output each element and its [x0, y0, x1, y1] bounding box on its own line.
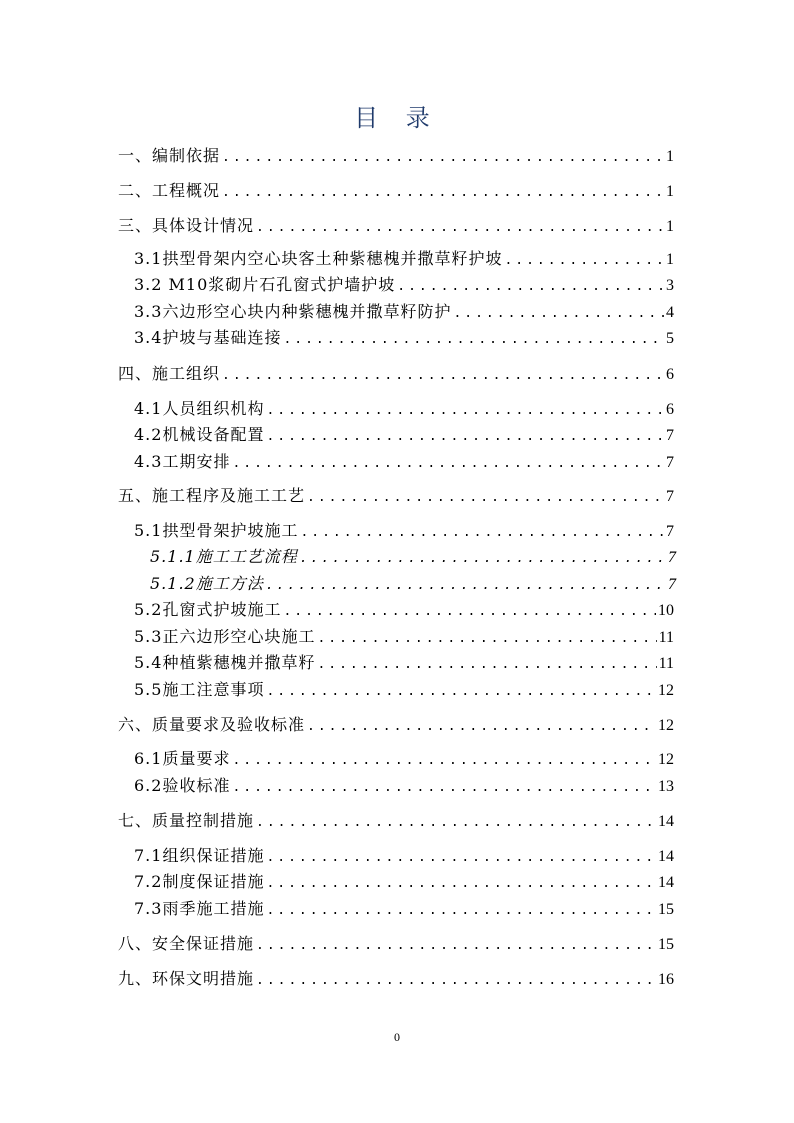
toc-leader-dots [266, 403, 664, 418]
toc-entry-page: 14 [658, 813, 674, 830]
toc-entry[interactable] [134, 597, 674, 620]
toc-leader-dots [300, 525, 664, 540]
toc-entry[interactable] [134, 624, 674, 647]
toc-entry-page: 7 [668, 576, 676, 593]
toc-entry[interactable] [134, 677, 674, 700]
toc-entry-label: 九、环保文明措施 [118, 969, 255, 988]
toc-entry-page: 12 [658, 751, 674, 768]
toc-entry-label: 二、工程概况 [118, 181, 221, 200]
toc-entry-label: 7.1组织保证措施 [134, 846, 265, 865]
toc-entry-label: 7.2制度保证措施 [134, 872, 265, 891]
toc-leader-dots [222, 368, 664, 383]
toc-entry-page: 11 [658, 655, 674, 672]
toc-leader-dots [307, 719, 656, 734]
toc-entry[interactable] [118, 808, 674, 831]
toc-leader-dots [266, 903, 656, 918]
toc-leader-dots [266, 876, 656, 891]
toc-entry-label: 三、具体设计情况 [118, 216, 255, 235]
toc-entry-page: 10 [658, 602, 674, 619]
toc-leader-dots [256, 973, 656, 988]
toc-entry-page: 7 [666, 427, 674, 444]
toc-entry-label: 5.4种植紫穗槐并撒草籽 [134, 653, 316, 672]
toc-leader-dots [256, 938, 656, 953]
toc-entry-page: 1 [666, 218, 674, 235]
toc-entry[interactable] [118, 178, 674, 201]
toc-entry-label: 七、质量控制措施 [118, 811, 255, 830]
toc-entry-label: 3.2 M10浆砌片石孔窗式护墙护坡 [134, 275, 396, 294]
toc-leader-dots [307, 490, 664, 505]
toc-entry[interactable] [118, 931, 674, 954]
toc-leader-dots [317, 631, 656, 646]
toc-entry-label: 4.1人员组织机构 [134, 399, 265, 418]
toc-entry-label: 4.3工期安排 [134, 452, 231, 471]
toc-entry-page: 3 [666, 277, 674, 294]
toc-entry[interactable] [134, 746, 674, 769]
toc-entry-label: 5.2孔窗式护坡施工 [134, 600, 282, 619]
toc-leader-dots [256, 220, 664, 235]
toc-entry[interactable] [118, 361, 674, 384]
toc-entry-page: 14 [658, 874, 674, 891]
page-number-footer: 0 [394, 1030, 400, 1044]
toc-entry[interactable] [134, 869, 674, 892]
toc-leader-dots [317, 657, 656, 672]
toc-entry[interactable] [134, 773, 674, 796]
toc-entry-label: 4.2机械设备配置 [134, 425, 265, 444]
toc-leader-dots [504, 253, 664, 268]
toc-entry[interactable] [150, 544, 676, 567]
toc-entry-label: 3.3六边形空心块内种紫穗槐并撒草籽防护 [134, 302, 452, 321]
toc-entry-page: 4 [666, 304, 674, 321]
toc-entry-page: 15 [658, 936, 674, 953]
toc-entry-label: 四、施工组织 [118, 364, 221, 383]
toc-entry[interactable] [118, 712, 674, 735]
toc-leader-dots [266, 429, 664, 444]
toc-entry[interactable] [134, 650, 674, 673]
toc-entry-label: 八、安全保证措施 [118, 934, 255, 953]
toc-entry-label: 3.1拱型骨架内空心块客土种紫穗槐并撒草籽护坡 [134, 249, 503, 268]
toc-entry-label: 7.3雨季施工措施 [134, 899, 265, 918]
toc-entry-label: 五、施工程序及施工工艺 [118, 486, 306, 505]
page-title: 目 录 [354, 104, 440, 132]
toc-entry-page: 15 [658, 901, 674, 918]
toc-entry-label: 一、编制依据 [118, 146, 221, 165]
toc-entry-page: 1 [666, 148, 674, 165]
toc-entry-page: 7 [666, 523, 674, 540]
toc-entry[interactable] [134, 246, 674, 269]
toc-entry-label: 5.3正六边形空心块施工 [134, 627, 316, 646]
toc-entry[interactable] [118, 966, 674, 989]
toc-entry-page: 7 [668, 549, 676, 566]
toc-entry[interactable] [134, 422, 674, 445]
toc-leader-dots [283, 332, 664, 347]
toc-entry-label: 六、质量要求及验收标准 [118, 715, 306, 734]
toc-entry-page: 7 [666, 488, 674, 505]
toc-entry[interactable] [134, 449, 674, 472]
toc-entry-page: 6 [666, 366, 674, 383]
toc-entry[interactable] [150, 571, 676, 594]
toc-leader-dots [222, 150, 664, 165]
toc-entry-label: 3.4护坡与基础连接 [134, 328, 282, 347]
toc-entry-page: 6 [666, 401, 674, 418]
toc-leader-dots [283, 604, 656, 619]
toc-entry-label: 5.5施工注意事项 [134, 680, 265, 699]
toc-leader-dots [266, 578, 666, 593]
toc-entry-page: 5 [666, 330, 674, 347]
toc-leader-dots [266, 850, 656, 865]
toc-entry[interactable] [118, 483, 674, 506]
toc-entry[interactable] [134, 272, 674, 295]
toc-leader-dots [256, 815, 656, 830]
toc-leader-dots [266, 684, 656, 699]
toc-entry[interactable] [118, 143, 674, 166]
toc-leader-dots [232, 753, 656, 768]
toc-entry[interactable] [134, 299, 674, 322]
toc-leader-dots [232, 456, 664, 471]
toc-entry[interactable] [134, 843, 674, 866]
toc-leader-dots [222, 185, 664, 200]
toc-entry-page: 12 [658, 717, 674, 734]
toc-entry-label: 5.1.1施工工艺流程 [150, 547, 298, 566]
toc-leader-dots [453, 306, 664, 321]
toc-entry-page: 1 [666, 251, 674, 268]
toc-entry-page: 16 [658, 971, 674, 988]
toc-entry-page: 13 [658, 778, 674, 795]
toc-entry-label: 6.1质量要求 [134, 749, 231, 768]
toc-entry[interactable] [118, 213, 674, 236]
toc-entry-label: 6.2验收标准 [134, 776, 231, 795]
toc-entry-page: 7 [666, 454, 674, 471]
toc-leader-dots [300, 551, 666, 566]
toc-entry-page: 12 [658, 682, 674, 699]
toc-entry[interactable] [134, 518, 674, 541]
toc-leader-dots [397, 279, 664, 294]
toc-entry[interactable] [134, 896, 674, 919]
toc-entry[interactable] [134, 396, 674, 419]
toc-entry-page: 11 [658, 629, 674, 646]
toc-entry-page: 1 [666, 183, 674, 200]
toc-entry[interactable] [134, 325, 674, 348]
toc-entry-label: 5.1拱型骨架护坡施工 [134, 521, 299, 540]
toc-leader-dots [232, 780, 656, 795]
toc-entry-label: 5.1.2施工方法 [150, 574, 264, 593]
toc-entry-page: 14 [658, 848, 674, 865]
